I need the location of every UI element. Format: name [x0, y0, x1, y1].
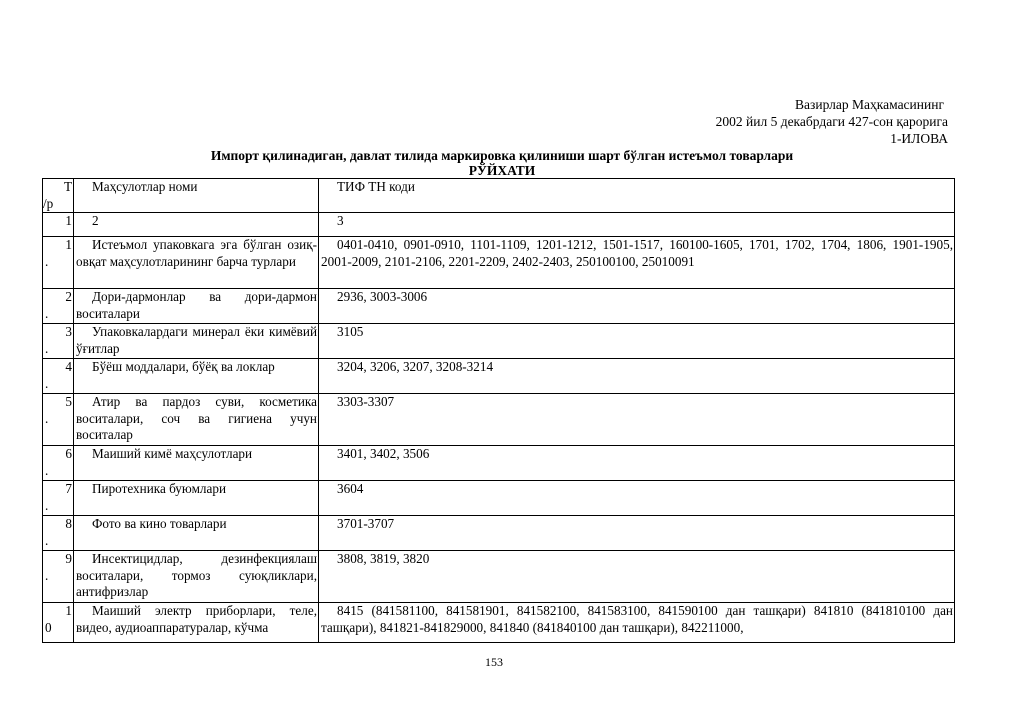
row-number-suffix: . — [45, 410, 49, 426]
tnved-code-cell — [319, 603, 955, 643]
index-code-cell — [319, 213, 955, 237]
tnved-code-cell — [319, 446, 955, 481]
row-number: 5 — [65, 394, 72, 409]
row-number: 6 — [65, 446, 72, 461]
product-name: Инсектицидлар, дезинфекциялаш воситалари, тормоз суюқликлари, антифризлар — [76, 551, 317, 599]
table-header-row — [43, 179, 955, 213]
row-number: 7 — [65, 481, 72, 496]
tnved-code: 3701-3707 — [337, 516, 395, 531]
tnved-code: 3401, 3402, 3506 — [337, 446, 430, 461]
row-number-cell — [43, 603, 74, 643]
tnved-code: 3204, 3206, 3207, 3208-3214 — [337, 359, 494, 374]
tnved-code: 0401-0410, 0901-0910, 1101-1109, 1201-1212, 1501-1517, 160100-1605, 1701, 1702, 1704, 1806, 1901-1905, 2001-2009, 2101-2106, 2201-2209, 2402-2403, 250100100, 25010091 — [321, 237, 953, 269]
row-number-cell — [43, 446, 74, 481]
row-number-suffix: . — [45, 462, 49, 478]
header-name-cell — [74, 179, 319, 213]
index-num: 1 — [43, 213, 74, 237]
row-number-cell — [43, 289, 74, 324]
row-number-suffix: . — [45, 253, 49, 269]
row-number: 3 — [65, 324, 72, 339]
row-number-suffix: . — [45, 567, 49, 583]
product-name-cell — [74, 603, 319, 643]
product-name: Маиший кимё маҳсулотлари — [92, 446, 253, 461]
row-number: 4 — [65, 359, 72, 374]
product-name: Фото ва кино товарлари — [92, 516, 227, 531]
product-name-cell — [74, 289, 319, 324]
table-row — [43, 603, 955, 643]
tnved-code-cell — [319, 289, 955, 324]
product-name-cell — [74, 394, 319, 446]
tnved-code-cell — [319, 481, 955, 516]
product-name: Бўёш моддалари, бўёқ ва локлар — [92, 359, 275, 374]
product-name-cell — [74, 481, 319, 516]
row-number-suffix: . — [45, 305, 49, 321]
header-line-2: 2002 йил 5 декабрдаги 427-сон қарорига — [715, 114, 948, 129]
tnved-code: 8415 (841581100, 841581901, 841582100, 841583100, 841590100 дан ташқари) 841810 (841810100 дан ташқари), 841821-841829000, 841840 (841840100 дан ташқари), 842211000, — [321, 603, 953, 635]
row-number: 2 — [65, 289, 72, 304]
table-row — [43, 446, 955, 481]
tnved-code-cell — [319, 394, 955, 446]
product-name-cell — [74, 237, 319, 289]
tnved-code-cell — [319, 359, 955, 394]
header-code: ТИФ ТН коди — [337, 179, 415, 194]
tnved-code: 3105 — [337, 324, 364, 339]
goods-table — [42, 178, 955, 643]
product-name-cell — [74, 551, 319, 603]
header-num-cell — [43, 179, 74, 213]
row-number: 1 — [65, 237, 72, 252]
page-number: 153 — [485, 655, 503, 669]
row-number-cell — [43, 481, 74, 516]
table-row — [43, 324, 955, 359]
row-number-suffix: . — [45, 497, 49, 513]
product-name-cell — [74, 324, 319, 359]
tnved-code: 3303-3307 — [337, 394, 395, 409]
row-number-suffix: 0 — [45, 619, 52, 635]
table-row — [43, 359, 955, 394]
table-row — [43, 516, 955, 551]
product-name: Дори-дармонлар ва дори-дармон воситалари — [76, 289, 317, 321]
row-number-cell — [43, 394, 74, 446]
index-row — [43, 213, 955, 237]
product-name: Маиший электр приборлари, теле, видео, аудиоаппаратуралар, кўчма — [76, 603, 317, 635]
header-num-top: Т — [63, 179, 72, 194]
header-code-cell — [319, 179, 955, 213]
product-name: Упаковкалардаги минерал ёки кимёвий ўғитлар — [76, 324, 317, 356]
row-number-cell — [43, 516, 74, 551]
tnved-code-cell — [319, 324, 955, 359]
header-name: Маҳсулотлар номи — [92, 179, 198, 194]
header-num-bottom: /р — [43, 195, 54, 211]
row-number-cell — [43, 324, 74, 359]
tnved-code: 3604 — [337, 481, 364, 496]
table-row — [43, 237, 955, 289]
row-number-cell — [43, 359, 74, 394]
document-title: Импорт қилинадиган, давлат тилида маркировка қилиниши шарт бўлган истеъмол товарлари — [210, 148, 794, 163]
product-name-cell — [74, 446, 319, 481]
table-row — [43, 481, 955, 516]
tnved-code-cell — [319, 516, 955, 551]
tnved-code: 2936, 3003-3006 — [337, 289, 428, 304]
product-name-cell — [74, 516, 319, 551]
product-name: Атир ва пардоз суви, косметика воситалари, соч ва гигиена учун воситалар — [76, 394, 317, 442]
row-number-cell — [43, 237, 74, 289]
row-number: 8 — [65, 516, 72, 531]
table-row — [43, 551, 955, 603]
tnved-code: 3808, 3819, 3820 — [337, 551, 430, 566]
table-row — [43, 394, 955, 446]
product-name-cell — [74, 359, 319, 394]
tnved-code-cell — [319, 237, 955, 289]
row-number-suffix: . — [45, 340, 49, 356]
row-number-suffix: . — [45, 532, 49, 548]
row-number-suffix: . — [45, 375, 49, 391]
row-number-cell — [43, 551, 74, 603]
header-line-1: Вазирлар Маҳкамасининг — [795, 97, 944, 112]
table-row — [43, 289, 955, 324]
index-code: 3 — [337, 213, 344, 228]
tnved-code-cell — [319, 551, 955, 603]
product-name: Пиротехника буюмлари — [92, 481, 227, 496]
product-name: Истеъмол упаковкага эга бўлган озиқ-овқат маҳсулотларининг барча турлари — [76, 237, 317, 269]
index-name: 2 — [92, 213, 99, 228]
index-name-cell — [74, 213, 319, 237]
row-number: 9 — [65, 551, 72, 566]
header-line-3: 1-ИЛОВА — [890, 131, 948, 146]
document-subtitle: РЎЙХАТИ — [468, 163, 536, 178]
row-number: 1 — [65, 603, 72, 618]
